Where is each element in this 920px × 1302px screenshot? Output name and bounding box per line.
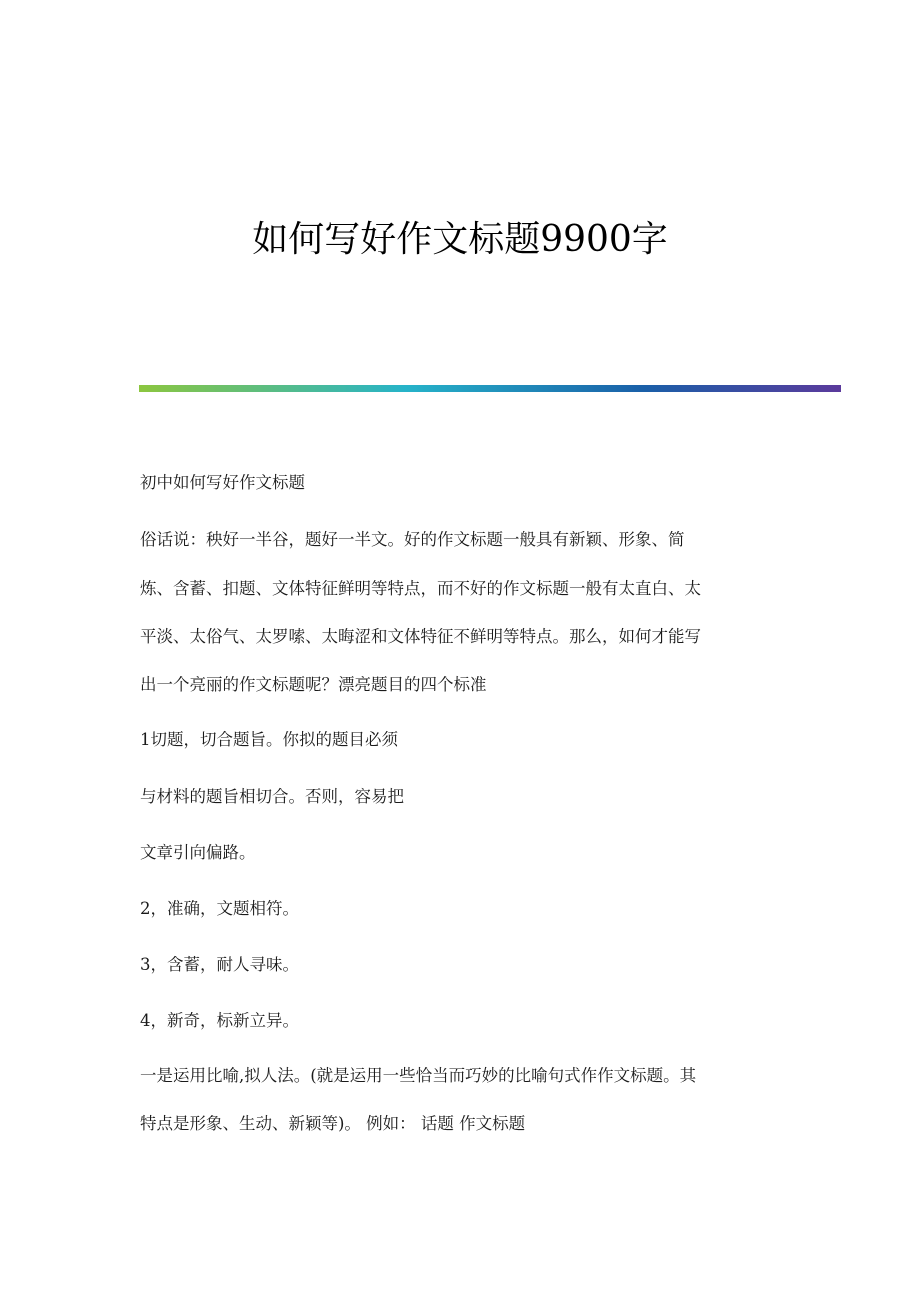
paragraph-line: 文章引向偏路。 (140, 843, 256, 862)
paragraph-line: 平淡、太俗气、太罗嗦、太晦涩和文体特征不鲜明等特点。那么，如何才能写 (140, 627, 701, 646)
paragraph-line: 1切题，切合题旨。你拟的题目必须 (140, 730, 398, 749)
title-divider (139, 385, 841, 392)
paragraph-line: 特点是形象、生动、新颖等)。 例如： 话题 作文标题 (140, 1114, 526, 1133)
paragraph-line: 一是运用比喻,拟人法。(就是运用一些恰当而巧妙的比喻句式作作文标题。其 (140, 1066, 697, 1085)
list-item: 4，新奇，标新立异。 (140, 1011, 299, 1030)
paragraph-line: 出一个亮丽的作文标题呢？漂亮题目的四个标准 (140, 675, 487, 694)
list-item: 2，准确，文题相符。 (140, 899, 299, 918)
paragraph-line: 与材料的题旨相切合。否则，容易把 (140, 787, 404, 806)
paragraph-line: 俗话说：秧好一半谷，题好一半文。好的作文标题一般具有新颖、形象、简 (140, 530, 685, 549)
document-title: 如何写好作文标题9900字 (252, 219, 668, 260)
list-item: 3，含蓄，耐人寻味。 (140, 955, 299, 974)
section-heading: 初中如何写好作文标题 (140, 473, 305, 492)
paragraph-line: 炼、含蓄、扣题、文体特征鲜明等特点，而不好的作文标题一般有太直白、太 (140, 579, 701, 598)
